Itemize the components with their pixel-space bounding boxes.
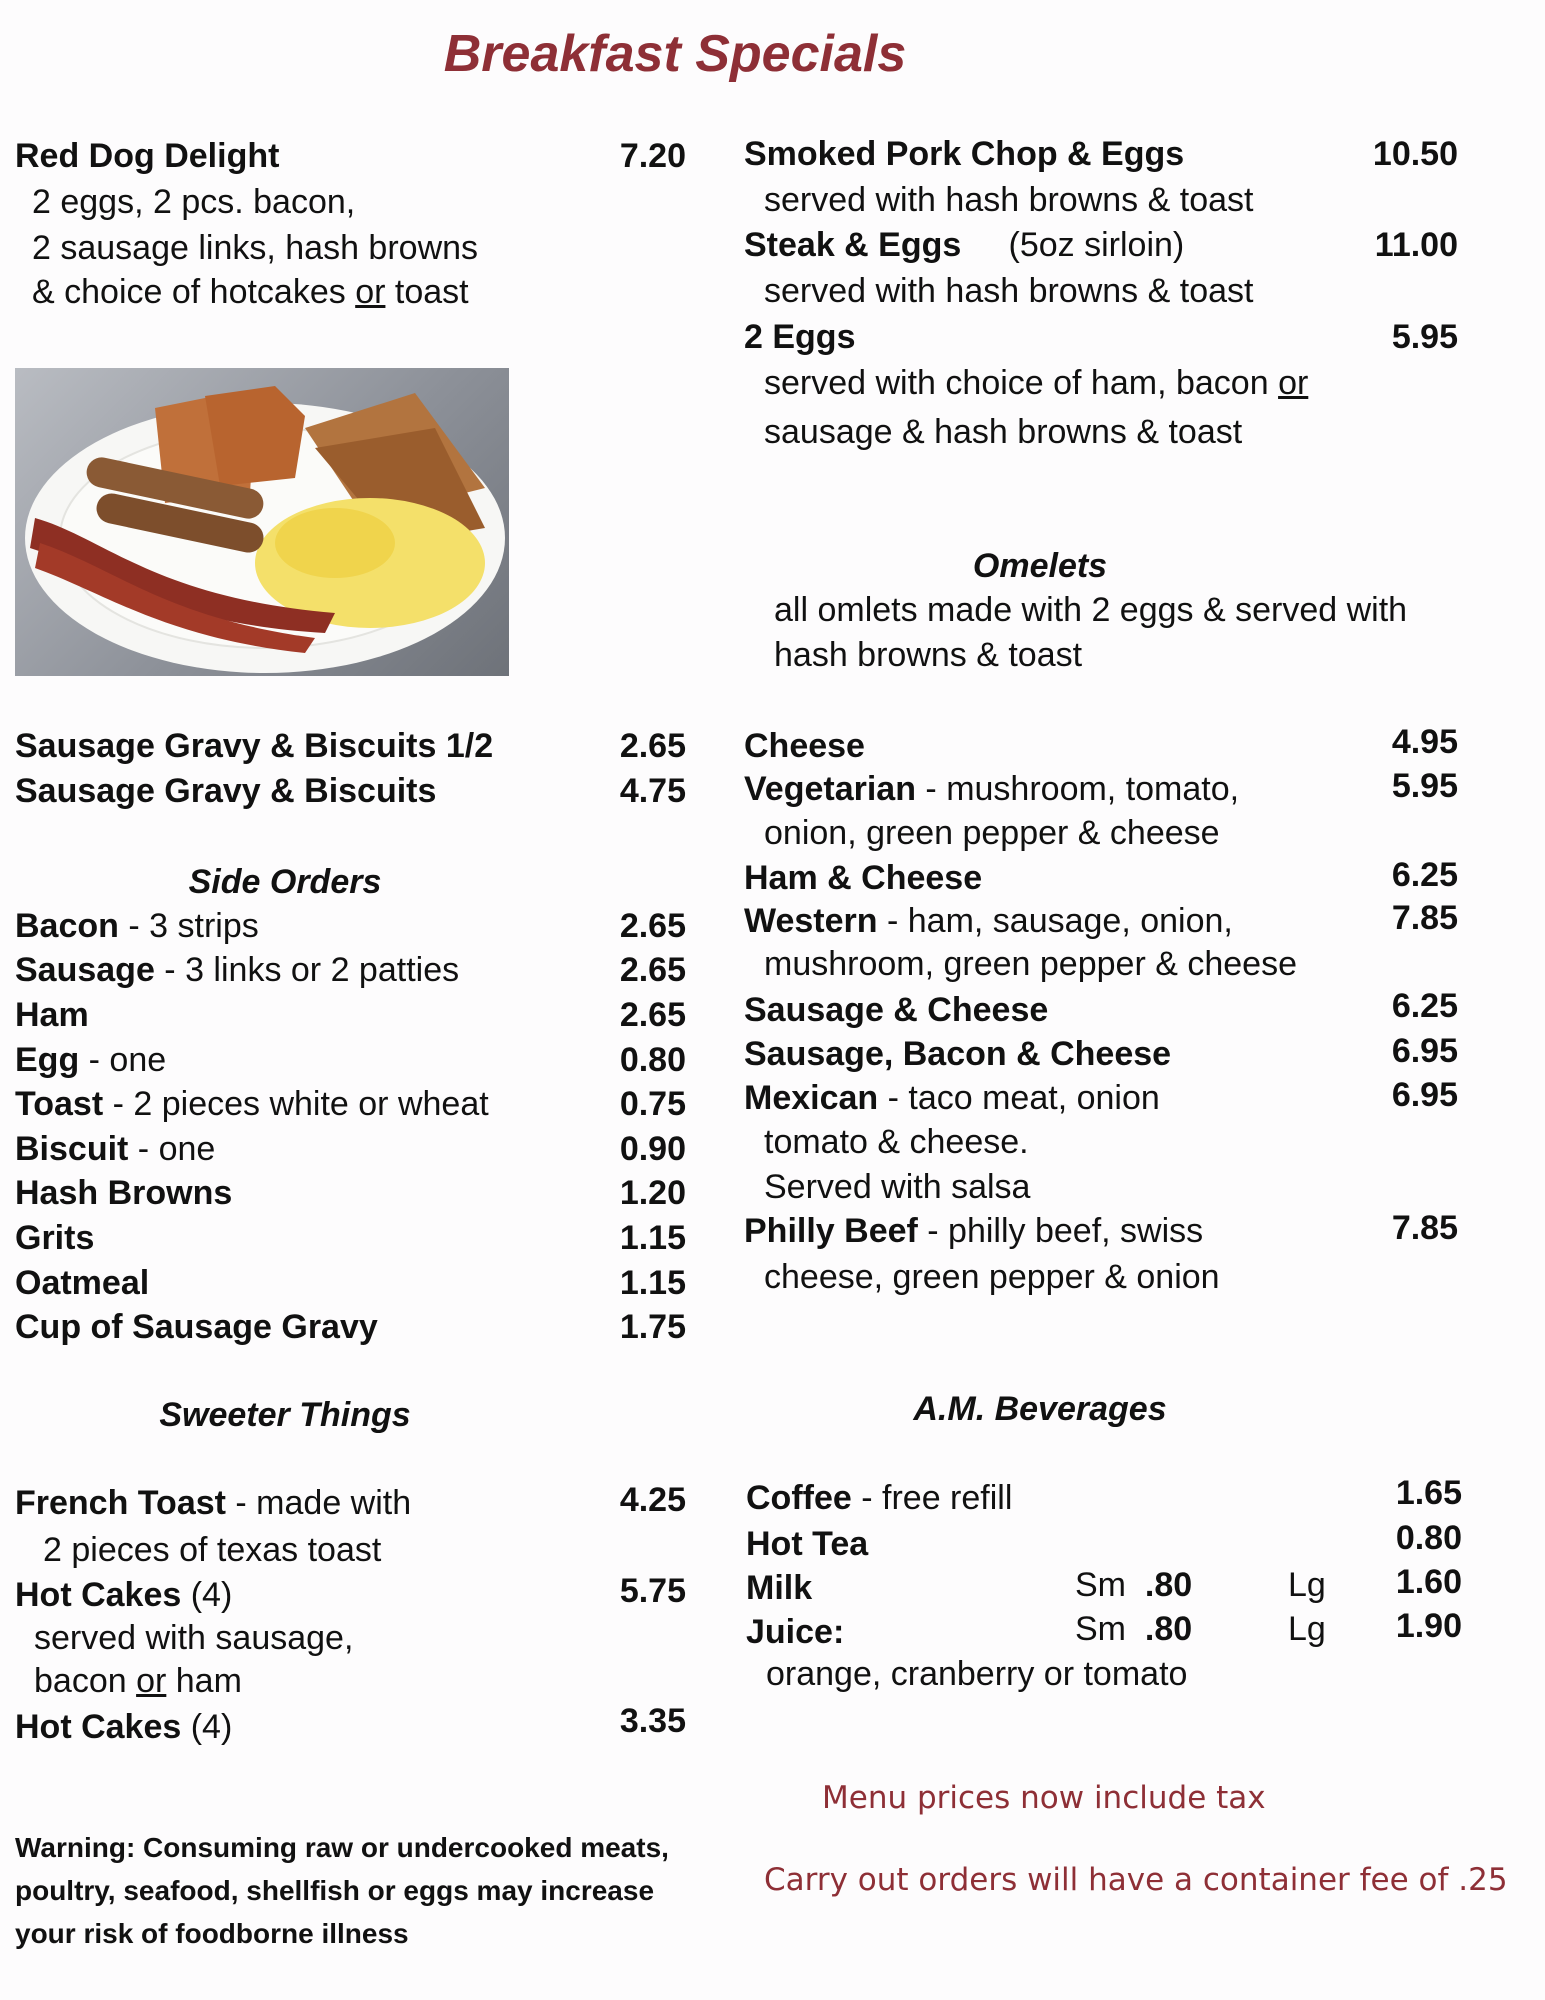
- side-name: Bacon: [15, 907, 119, 945]
- side-name: Oatmeal: [15, 1264, 150, 1302]
- milk-small-label: Sm: [1075, 1566, 1126, 1604]
- side-desc: - one: [128, 1130, 216, 1168]
- breakfast-plate-illustration: [15, 368, 509, 676]
- side-item-grits: [15, 1218, 94, 1258]
- hot-cakes-plain-price: 3.35: [619, 1702, 686, 1740]
- milk-small-price: .80: [1144, 1566, 1193, 1604]
- side-name: Ham: [15, 996, 89, 1034]
- hot-cakes-name: Hot Cakes: [15, 1576, 182, 1614]
- juice-small: [1075, 1609, 1192, 1649]
- gravy-half-price: 2.65: [619, 727, 686, 765]
- hot-cakes-desc-3c: ham: [166, 1662, 242, 1700]
- red-dog-desc-3c: toast: [385, 273, 469, 311]
- omelet-philly-name: Philly Beef: [744, 1212, 918, 1250]
- gravy-full-price: 4.75: [619, 772, 686, 810]
- omelet-ham-cheese-price: 6.25: [1391, 856, 1458, 894]
- hot-cakes-qty: (4): [181, 1576, 233, 1614]
- omelet-western-desc: - ham, sausage, onion,: [877, 902, 1233, 940]
- juice-flavors: orange, cranberry or tomato: [766, 1655, 1188, 1693]
- tax-notice: Menu prices now include tax: [822, 1780, 1266, 1816]
- red-dog-desc-1: 2 eggs, 2 pcs. bacon,: [32, 183, 356, 221]
- milk-large-price: 1.60: [1395, 1563, 1462, 1601]
- side-price: 0.90: [619, 1130, 686, 1168]
- side-item-hash-browns: [15, 1173, 232, 1213]
- two-eggs-desc-or: or: [1278, 364, 1309, 402]
- side-desc: - 3 strips: [118, 907, 259, 945]
- steak-eggs-desc: served with hash browns & toast: [764, 272, 1254, 310]
- side-desc: - one: [79, 1041, 167, 1079]
- omelet-western-desc-2: mushroom, green pepper & cheese: [764, 945, 1297, 983]
- french-toast-desc-2: 2 pieces of texas toast: [43, 1531, 382, 1569]
- side-item-cup-gravy: [15, 1307, 378, 1347]
- side-name: Sausage: [15, 951, 155, 989]
- page-title: Breakfast Specials: [443, 25, 907, 83]
- omelet-mexican-desc-2: tomato & cheese.: [764, 1123, 1029, 1161]
- omelets-note-1: all omlets made with 2 eggs & served with: [774, 591, 1408, 629]
- omelet-cheese-price: 4.95: [1391, 723, 1458, 761]
- carry-out-notice: Carry out orders will have a container fee of .25: [764, 1862, 1508, 1898]
- red-dog-delight-name: Red Dog Delight: [15, 137, 280, 175]
- side-price: 1.20: [619, 1174, 686, 1212]
- milk-small: [1075, 1565, 1192, 1605]
- omelet-vegetarian-name: Vegetarian: [744, 770, 916, 808]
- breakfast-plate-photo: [15, 368, 509, 676]
- hot-cakes-desc-3: [34, 1661, 242, 1701]
- pork-chop-name: Smoked Pork Chop & Eggs: [744, 135, 1185, 173]
- food-safety-warning: Warning: Consuming raw or undercooked meats, poultry, seafood, shellfish or eggs may increase your risk of foodborne illness: [15, 1832, 669, 1949]
- sweeter-things-heading: Sweeter Things: [159, 1396, 411, 1434]
- omelet-western-name: Western: [744, 902, 878, 940]
- juice-name: Juice:: [746, 1613, 845, 1651]
- steak-eggs-price: 11.00: [1374, 226, 1458, 264]
- coffee-price: 1.65: [1395, 1474, 1462, 1512]
- side-item-egg: [15, 1040, 166, 1080]
- omelet-vegetarian-desc: - mushroom, tomato,: [915, 770, 1240, 808]
- hot-cakes-plain-name: Hot Cakes: [15, 1708, 182, 1746]
- side-item-bacon: [15, 906, 259, 946]
- omelet-mexican-desc: - taco meat, onion: [878, 1079, 1160, 1117]
- side-price: 0.75: [619, 1085, 686, 1123]
- gravy-half-name: Sausage Gravy & Biscuits 1/2: [15, 727, 494, 765]
- juice-large-price: 1.90: [1395, 1607, 1462, 1645]
- omelet-vegetarian-item: [744, 769, 1239, 809]
- side-item-sausage: [15, 950, 459, 990]
- omelet-philly-desc: - philly beef, swiss: [917, 1212, 1204, 1250]
- two-eggs-desc-2: sausage & hash browns & toast: [764, 413, 1243, 451]
- side-orders-heading: Side Orders: [188, 863, 382, 901]
- omelet-sausage-cheese-price: 6.25: [1391, 987, 1458, 1025]
- side-item-oatmeal: [15, 1263, 149, 1303]
- pork-chop-desc: served with hash browns & toast: [764, 181, 1254, 219]
- hot-cakes-desc-3a: bacon: [34, 1662, 137, 1700]
- omelet-mexican-name: Mexican: [744, 1079, 879, 1117]
- red-dog-desc-2: 2 sausage links, hash browns: [32, 229, 479, 267]
- omelet-western-item: [744, 901, 1233, 941]
- side-name: Grits: [15, 1219, 95, 1257]
- beverages-heading: A.M. Beverages: [913, 1390, 1167, 1428]
- red-dog-desc-3: [32, 272, 469, 312]
- side-name: Egg: [15, 1041, 80, 1079]
- omelet-mexican-price: 6.95: [1391, 1076, 1458, 1114]
- red-dog-desc-or: or: [355, 273, 386, 311]
- omelet-vegetarian-price: 5.95: [1391, 767, 1458, 805]
- coffee-desc: - free refill: [851, 1479, 1013, 1517]
- two-eggs-price: 5.95: [1391, 318, 1458, 356]
- steak-eggs-cut: (5oz sirloin): [961, 226, 1185, 264]
- omelets-note-2: hash browns & toast: [774, 636, 1083, 674]
- omelet-mexican-desc-3: Served with salsa: [764, 1168, 1031, 1206]
- two-eggs-name: 2 Eggs: [744, 318, 856, 356]
- hot-tea-price: 0.80: [1395, 1519, 1462, 1557]
- hot-tea-name: Hot Tea: [746, 1525, 869, 1563]
- french-toast-desc: - made with: [225, 1484, 412, 1522]
- juice-small-label: Sm: [1075, 1610, 1126, 1648]
- two-eggs-desc-1: [764, 363, 1308, 403]
- omelet-ham-cheese-name: Ham & Cheese: [744, 859, 983, 897]
- omelet-sbc-price: 6.95: [1391, 1032, 1458, 1070]
- french-toast-item: [15, 1483, 411, 1523]
- french-toast-name: French Toast: [15, 1484, 226, 1522]
- side-price: 1.75: [619, 1308, 686, 1346]
- side-name: Biscuit: [15, 1130, 129, 1168]
- juice-large-label: Lg: [1288, 1610, 1326, 1648]
- hot-cakes-plain-item: [15, 1707, 232, 1747]
- coffee-item: [746, 1478, 1012, 1518]
- side-price: 1.15: [619, 1264, 686, 1302]
- side-name: Cup of Sausage Gravy: [15, 1308, 378, 1346]
- omelet-vegetarian-desc-2: onion, green pepper & cheese: [764, 814, 1220, 852]
- omelet-philly-price: 7.85: [1391, 1209, 1458, 1247]
- side-name: Toast: [15, 1085, 104, 1123]
- side-price: 2.65: [619, 951, 686, 989]
- side-item-ham: [15, 995, 89, 1035]
- hot-cakes-desc-2: served with sausage,: [34, 1619, 354, 1657]
- side-price: 1.15: [619, 1219, 686, 1257]
- omelet-philly-desc-2: cheese, green pepper & onion: [764, 1258, 1220, 1296]
- omelets-heading: Omelets: [972, 547, 1108, 585]
- omelet-cheese-name: Cheese: [744, 727, 865, 765]
- omelet-sbc-name: Sausage, Bacon & Cheese: [744, 1035, 1172, 1073]
- omelet-philly-item: [744, 1211, 1203, 1251]
- coffee-name: Coffee: [746, 1479, 852, 1517]
- omelet-western-price: 7.85: [1391, 899, 1458, 937]
- milk-name: Milk: [746, 1569, 813, 1607]
- hot-cakes-price: 5.75: [619, 1572, 686, 1610]
- side-name: Hash Browns: [15, 1174, 233, 1212]
- gravy-full-name: Sausage Gravy & Biscuits: [15, 772, 437, 810]
- scrambled-eggs-shade: [275, 508, 395, 578]
- hot-cakes-item: [15, 1575, 232, 1615]
- hash-browns-icon-2: [205, 386, 305, 486]
- hot-cakes-desc-or: or: [136, 1662, 167, 1700]
- red-dog-desc-3a: & choice of hotcakes: [32, 273, 356, 311]
- steak-eggs-item: [744, 225, 1184, 265]
- omelet-mexican-item: [744, 1078, 1160, 1118]
- side-item-toast: [15, 1084, 489, 1124]
- omelet-sausage-cheese-name: Sausage & Cheese: [744, 991, 1049, 1029]
- side-desc: - 3 links or 2 patties: [154, 951, 460, 989]
- french-toast-price: 4.25: [619, 1481, 686, 1519]
- juice-small-price: .80: [1144, 1610, 1193, 1648]
- steak-eggs-name: Steak & Eggs: [744, 226, 962, 264]
- side-price: 2.65: [619, 907, 686, 945]
- side-price: 0.80: [619, 1041, 686, 1079]
- pork-chop-price: 10.50: [1372, 135, 1458, 173]
- milk-large-label: Lg: [1288, 1566, 1326, 1604]
- two-eggs-desc-1a: served with choice of ham, bacon: [764, 364, 1279, 402]
- hot-cakes-plain-qty: (4): [181, 1708, 233, 1746]
- side-price: 2.65: [619, 996, 686, 1034]
- side-desc: - 2 pieces white or wheat: [103, 1085, 489, 1123]
- red-dog-delight-price: 7.20: [619, 137, 686, 175]
- side-item-biscuit: [15, 1129, 215, 1169]
